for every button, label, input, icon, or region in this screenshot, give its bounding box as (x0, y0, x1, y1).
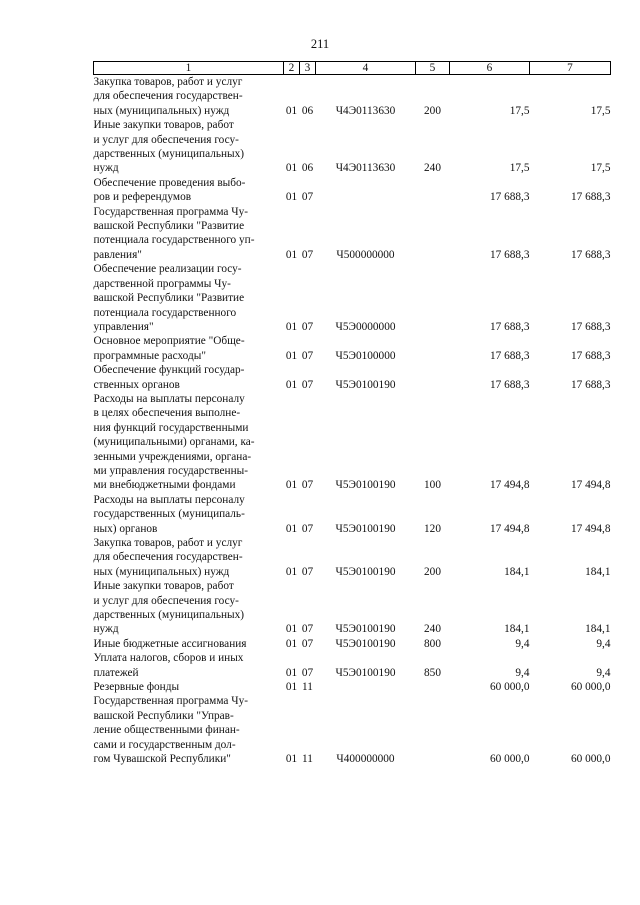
col-header-3: 3 (300, 62, 316, 75)
amount-col-6: 17 688,3 (489, 248, 530, 261)
row-name-line: нужд (93, 162, 119, 175)
row-name-line: Закупка товаров, работ и услуг (93, 537, 243, 549)
expense-type-code (416, 334, 450, 363)
target-article-code: Ч5Э0000000 (335, 320, 396, 333)
target-article-code: Ч5Э0100190 (335, 565, 396, 578)
amount-col-7: 17,5 (590, 104, 611, 117)
row-name-line: платежей (93, 666, 139, 679)
row-name-line: и услуг для обеспечения госу- (93, 594, 239, 607)
subsection-code: 06 (301, 104, 314, 117)
table-row (94, 75, 611, 119)
table-row (94, 579, 611, 637)
row-name-line: дарственных (муниципальных) (93, 148, 245, 161)
row-name (94, 392, 284, 493)
table-row (94, 363, 611, 392)
col-header-2: 2 (284, 62, 300, 75)
amount-col-7: 17 688,3 (570, 349, 611, 362)
target-article-code (316, 680, 416, 694)
row-name-line: ров и референдумов (93, 191, 192, 204)
section-code: 01 (285, 637, 298, 650)
page-number: 211 (310, 37, 330, 51)
row-name (94, 118, 284, 176)
row-name (94, 493, 284, 536)
table-row (94, 334, 611, 363)
row-name-line: Иные закупки товаров, работ (93, 580, 234, 593)
row-name-line: управления" (93, 320, 154, 333)
amount-col-6: 17 688,3 (489, 378, 530, 391)
row-name-line: и услуг для обеспечения госу- (93, 133, 239, 146)
section-code: 01 (285, 320, 298, 333)
section-code: 01 (285, 666, 298, 679)
row-name-line: Обеспечение проведения выбо- (93, 176, 246, 189)
expense-type-code (416, 680, 450, 694)
row-name-line: для обеспечения государствен- (93, 90, 243, 103)
subsection-code: 07 (301, 320, 314, 333)
target-article-code: Ч5Э0100000 (335, 349, 396, 362)
row-name (94, 176, 284, 205)
amount-col-6: 184,1 (504, 565, 530, 578)
amount-col-6: 9,4 (515, 666, 530, 679)
subsection-code: 07 (301, 637, 314, 650)
expense-type-code: 200 (424, 104, 441, 117)
row-name-line: вашской Республики "Развитие (93, 292, 245, 305)
section-code: 01 (285, 565, 298, 578)
subsection-code: 07 (301, 378, 314, 391)
row-name-line: Государственная программа Чу- (93, 695, 248, 708)
row-name-line: ных) органов (93, 522, 158, 535)
amount-col-6: 17 688,3 (489, 349, 530, 362)
row-name (94, 651, 284, 680)
subsection-code: 11 (302, 753, 313, 766)
row-name-line: гом Чувашской Республики" (93, 753, 231, 766)
subsection-code: 07 (301, 522, 314, 535)
row-name-line: в целях обеспечения выполне- (93, 407, 241, 420)
expense-type-code: 120 (424, 522, 441, 535)
subsection-code: 07 (301, 623, 314, 636)
row-name (94, 334, 284, 363)
row-name-line: Иные бюджетные ассигнования (93, 637, 247, 650)
amount-col-6: 17,5 (509, 104, 530, 117)
row-name-line: ми управления государственны- (93, 464, 248, 477)
row-name-line: Основное мероприятие "Обще- (93, 335, 245, 348)
expense-type-code (416, 262, 450, 334)
col-header-1: 1 (94, 62, 284, 75)
row-name-line: государственных (муниципаль- (93, 508, 245, 521)
amount-col-6: 9,4 (515, 637, 530, 650)
subsection-code: 07 (301, 479, 314, 492)
expense-type-code: 200 (424, 565, 441, 578)
subsection-code: 07 (301, 248, 314, 261)
row-name-line: вашской Республики "Развитие (93, 220, 245, 233)
target-article-code: Ч5Э0100190 (335, 666, 396, 679)
target-article-code: Ч5Э0100190 (335, 378, 396, 391)
table-row (94, 176, 611, 205)
row-name-line: ния функций государственными (93, 421, 249, 434)
amount-col-7: 9,4 (596, 666, 611, 679)
target-article-code: Ч5Э0100190 (335, 637, 396, 650)
section-code: 01 (285, 681, 298, 694)
amount-col-6: 17 494,8 (489, 522, 530, 535)
section-code: 01 (285, 248, 298, 261)
subsection-code: 07 (301, 349, 314, 362)
row-name-line: Резервные фонды (93, 681, 180, 694)
table-row (94, 651, 611, 680)
row-name (94, 579, 284, 637)
expense-type-code (416, 176, 450, 205)
amount-col-7: 60 000,0 (570, 753, 611, 766)
amount-col-7: 184,1 (585, 565, 611, 578)
subsection-code: 11 (302, 681, 313, 694)
table-row (94, 536, 611, 579)
section-code: 01 (285, 191, 298, 204)
amount-col-7: 184,1 (585, 623, 611, 636)
row-name (94, 694, 284, 766)
subsection-code: 06 (301, 162, 314, 175)
row-name-line: потенциала государственного (93, 306, 237, 319)
row-name-line: вашской Республики "Управ- (93, 709, 234, 722)
amount-col-6: 17 688,3 (489, 320, 530, 333)
section-code: 01 (285, 623, 298, 636)
table-row (94, 262, 611, 334)
row-name-line: Закупка товаров, работ и услуг (93, 76, 243, 88)
target-article-code: Ч4Э0113630 (335, 104, 396, 117)
amount-col-7: 17,5 (590, 162, 611, 175)
row-name-line: зенными учреждениями, органа- (93, 450, 252, 463)
target-article-code (316, 176, 416, 205)
row-name-line: ление общественными финан- (93, 724, 240, 737)
col-header-5: 5 (416, 62, 450, 75)
amount-col-7: 17 688,3 (570, 248, 611, 261)
row-name-line: сами и государственным дол- (93, 738, 236, 751)
row-name (94, 680, 284, 694)
expense-type-code (416, 694, 450, 766)
table-row (94, 637, 611, 651)
amount-col-6: 60 000,0 (489, 753, 530, 766)
row-name-line: Расходы на выплаты персоналу (93, 392, 245, 405)
row-name-line: ных (муниципальных) нужд (93, 565, 230, 578)
section-code: 01 (285, 349, 298, 362)
row-name (94, 637, 284, 651)
row-name-line: (муниципальными) органами, ка- (93, 436, 255, 449)
amount-col-6: 60 000,0 (489, 681, 530, 694)
col-header-7: 7 (530, 62, 611, 75)
row-name (94, 363, 284, 392)
row-name-line: равления" (93, 248, 142, 261)
subsection-code: 07 (301, 666, 314, 679)
col-header-6: 6 (450, 62, 530, 75)
row-name (94, 536, 284, 579)
amount-col-7: 9,4 (596, 637, 611, 650)
row-name-line: Обеспечение функций государ- (93, 364, 245, 377)
subsection-code: 07 (301, 565, 314, 578)
expense-type-code (416, 205, 450, 263)
row-name (94, 205, 284, 263)
row-name-line: нужд (93, 623, 119, 636)
expense-type-code: 850 (424, 666, 441, 679)
section-code: 01 (285, 753, 298, 766)
amount-col-6: 17 494,8 (489, 479, 530, 492)
table-row (94, 493, 611, 536)
table-row (94, 694, 611, 766)
section-code: 01 (285, 378, 298, 391)
section-code: 01 (285, 104, 298, 117)
amount-col-7: 17 688,3 (570, 378, 611, 391)
expense-type-code: 100 (424, 479, 441, 492)
target-article-code: Ч4Э0113630 (335, 162, 396, 175)
target-article-code: Ч500000000 (336, 248, 395, 261)
row-name-line: ственных органов (93, 378, 180, 391)
row-name (94, 75, 284, 119)
row-name-line: дарственной программы Чу- (93, 277, 231, 290)
row-name-line: Иные закупки товаров, работ (93, 119, 234, 132)
row-name-line: потенциала государственного уп- (93, 234, 255, 247)
target-article-code: Ч400000000 (336, 753, 395, 766)
row-name-line: для обеспечения государствен- (93, 551, 243, 564)
expense-type-code: 240 (424, 162, 441, 175)
row-name-line: дарственных (муниципальных) (93, 609, 245, 622)
table-row (94, 680, 611, 694)
expense-type-code (416, 363, 450, 392)
header-row (94, 62, 611, 75)
section-code: 01 (285, 522, 298, 535)
amount-col-6: 184,1 (504, 623, 530, 636)
col-header-4: 4 (316, 62, 416, 75)
budget-table (93, 61, 611, 767)
table-row (94, 205, 611, 263)
target-article-code: Ч5Э0100190 (335, 479, 396, 492)
table-row (94, 118, 611, 176)
amount-col-6: 17,5 (509, 162, 530, 175)
section-code: 01 (285, 162, 298, 175)
amount-col-7: 17 494,8 (570, 479, 611, 492)
row-name-line: программные расходы" (93, 349, 206, 362)
row-name-line: ми внебюджетными фондами (93, 479, 236, 492)
table-row (94, 392, 611, 493)
amount-col-7: 17 494,8 (570, 522, 611, 535)
target-article-code: Ч5Э0100190 (335, 623, 396, 636)
row-name-line: Уплата налогов, сборов и иных (93, 652, 244, 665)
target-article-code: Ч5Э0100190 (335, 522, 396, 535)
section-code: 01 (285, 479, 298, 492)
amount-col-7: 17 688,3 (570, 191, 611, 204)
row-name-line: Обеспечение реализации госу- (93, 263, 242, 276)
expense-type-code: 800 (424, 637, 441, 650)
expense-type-code: 240 (424, 623, 441, 636)
row-name (94, 262, 284, 334)
row-name-line: ных (муниципальных) нужд (93, 104, 230, 117)
row-name-line: Государственная программа Чу- (93, 205, 248, 218)
subsection-code: 07 (301, 191, 314, 204)
amount-col-7: 60 000,0 (570, 681, 611, 694)
amount-col-7: 17 688,3 (570, 320, 611, 333)
row-name-line: Расходы на выплаты персоналу (93, 493, 245, 506)
amount-col-6: 17 688,3 (489, 191, 530, 204)
